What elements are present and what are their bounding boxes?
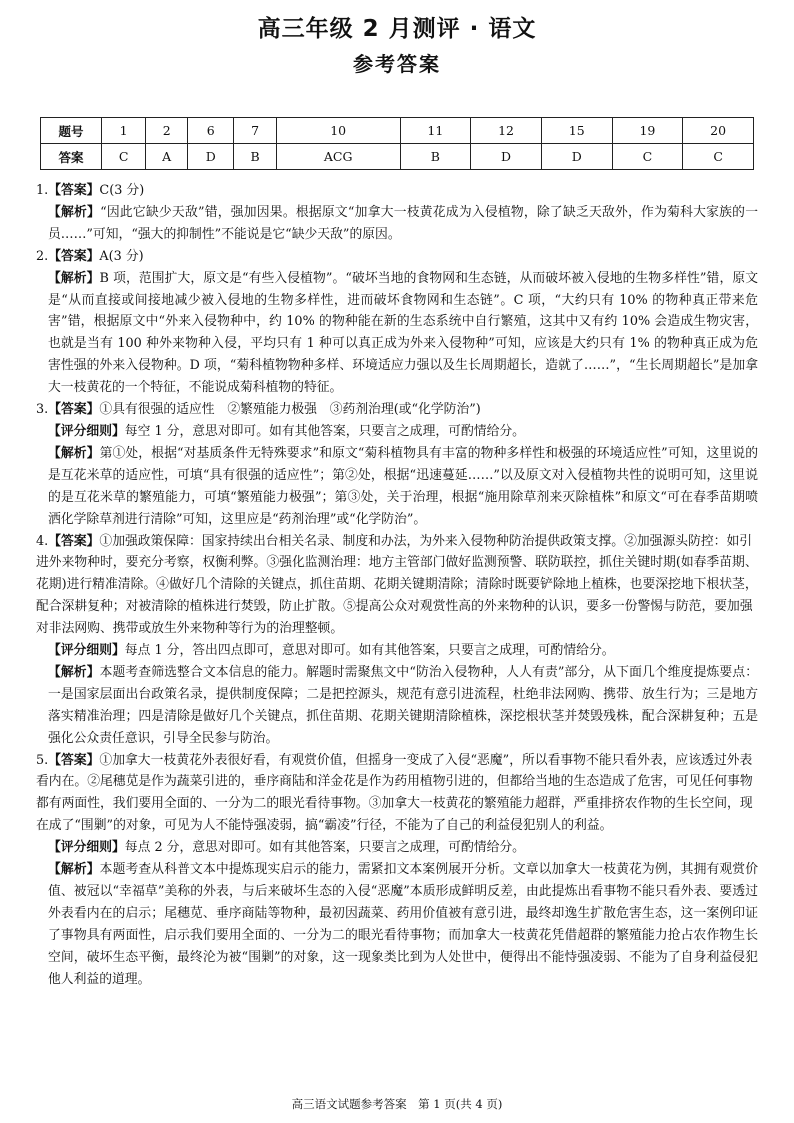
answer-table — [40, 117, 754, 170]
analysis-text: 本题考查筛选整合文本信息的能力。解题时需聚焦文中“防治入侵物种，人人有责”部分，从下面几个维度提炼要点：一是国家层面出台政策名录，提供制度保障；二是把控源头，规范有意引进流程，杜绝非法网购、携带、放生行为；三是地方落实精准治理；四是清除是做好几个关键点，抓住苗期、花期关键期清除植株，深挖根状茎并焚毁残株，配合深耕复种；五是强化公众责任意识，引导全民参与防治。 — [48, 664, 759, 746]
question-number: 6 — [188, 118, 234, 144]
analysis-paragraph — [36, 859, 758, 990]
analysis-tag: 【解析】 — [48, 664, 100, 680]
item-answer-line — [36, 531, 758, 641]
analysis-paragraph — [36, 202, 758, 246]
question-number: 19 — [612, 118, 683, 144]
answer-cell: D — [471, 144, 542, 170]
answer-cell: ACG — [276, 144, 400, 170]
scoring-text: 每点 2 分，意思对即可。如有其他答案，只要言之成理，可酌情给分。 — [124, 840, 525, 856]
answer-cell: D — [188, 144, 234, 170]
answer-item — [36, 399, 758, 530]
analysis-text: 第①处，根据“对基质条件无特殊要求”和原文“菊科植物具有丰富的物种多样性和极强的环境适应性”可知，这里说的是互花米草的适应性，可填“具有很强的适应性”；第②处，根据“迅速蔓延……”以及原文对入侵植物共性的说明可知，这里说的是互花米草的繁殖能力，可填“繁殖能力极强”；第③处，关于治理，根据“施用除草剂来灭除植株”和原文“可在春季苗期喷洒化学除草剂进行清除”可知，这里应是“药剂治理”或“化学防治”。 — [48, 445, 759, 527]
answer-text: ①加强政策保障：国家持续出台相关名录、制度和办法，为外来入侵物种防治提供政策支撑。②加强源头防控：如引进外来物种时，要充分考察，权衡利弊。③强化监测治理：地方主管部门做好监测预警、联防联控，抓住关键时期(如春季苗期、花期)进行精准清除。④做好几个清除的关键点，抓住苗期、花期关键期清除；清除时既要铲除地上植株，也要深挖地下根状茎，配合深耕复种；对被清除的植株进行焚毁，防止扩散。⑤提高公众对观赏性高的外来物种的认识，要多一份警惕与防范，要加强对非法网购、携带或放生外来物种等行为的治理整顿。 — [36, 533, 758, 637]
question-number: 12 — [471, 118, 542, 144]
analysis-paragraph — [36, 662, 758, 750]
answer-tag: 【答案】 — [48, 248, 100, 264]
scoring-text: 每空 1 分，意思对即可。如有其他答案，只要言之成理，可酌情给分。 — [124, 423, 525, 439]
scoring-paragraph — [36, 421, 758, 443]
analysis-tag: 【解析】 — [48, 204, 101, 220]
answer-tag: 【答案】 — [48, 402, 100, 418]
question-number: 11 — [400, 118, 471, 144]
analysis-paragraph — [36, 443, 758, 531]
page-footer: 高三语文试题参考答案 第 1 页(共 4 页) — [291, 1097, 503, 1111]
scoring-paragraph — [36, 640, 758, 662]
answer-text: ①加拿大一枝黄花外表很好看，有观赏价值，但摇身一变成了入侵“恶魔”，所以看事物不能只看外表，应该透过外表看内在。②尾穗苋是作为蔬菜引进的，垂序商陆和洋金花是作为药用植物引进的，但都给当地的生态造成了危害，可见任何事物都有两面性，我们要用全面的、一分为二的眼光看待事物。③加拿大一枝黄花的繁殖能力超群，严重排挤农作物的生长空间，现在成了“围剿”的对象，可见为人不能恃强凌弱，搞“霸凌”行径，不能为了自己的利益侵犯别人的利益。 — [36, 752, 753, 834]
page-title: 高三年级 2 月测评 · 语文 — [257, 16, 537, 42]
answer-row — [41, 144, 754, 170]
answer-explanations — [36, 180, 758, 991]
analysis-text: “因此它缺少天敌”错，强加因果。根据原文“加拿大一枝黄花成为入侵植物，除了缺乏天敌外，作为菊科大家族的一员……”可知，“强大的抑制性”不能说是它“缺少天敌”的原因。 — [48, 204, 758, 242]
scoring-paragraph — [36, 837, 758, 859]
analysis-tag: 【解析】 — [48, 445, 100, 461]
item-answer-line — [36, 180, 758, 202]
answer-tag: 【答案】 — [48, 183, 100, 198]
item-number: 3. — [36, 402, 49, 418]
analysis-text: 本题考查从科普文本中提炼现实启示的能力，需紧扣文本案例展开分析。文章以加拿大一枝黄花为例，其拥有观赏价值、被冠以“幸福草”美称的外表，与后来破坏生态的入侵“恶魔”本质形成鲜明反差，由此提炼出看事物不能只看外表、要透过外表看内在的启示；尾穗苋、垂序商陆等物种，最初因蔬菜、药用价值被有意引进，最终却逸生扩散危害生态，这一案例印证了事物具有两面性，启示我们要用全面的、一分为二的眼光看待事物；而加拿大一枝黄花凭借超群的繁殖能力抢占农作物生长空间，破坏生态平衡，最终沦为被“围剿”的对象，这一现象类比到为人处世中，便得出不能恃强凌弱、不能为了自身利益侵犯他人利益的道理。 — [48, 862, 759, 987]
analysis-paragraph — [36, 268, 758, 399]
answer-cell: C — [612, 144, 683, 170]
scoring-tag: 【评分细则】 — [48, 423, 125, 439]
answer-cell: C — [102, 144, 146, 170]
answer-text: ①具有很强的适应性 ②繁殖能力极强 ③药剂治理(或“化学防治”) — [99, 402, 481, 418]
question-number-row — [41, 118, 754, 144]
question-number: 15 — [541, 118, 612, 144]
answer-item — [36, 180, 758, 246]
item-number: 5. — [36, 752, 49, 768]
answer-tag: 【答案】 — [48, 533, 100, 549]
scoring-tag: 【评分细则】 — [48, 643, 125, 659]
scoring-tag: 【评分细则】 — [48, 840, 125, 856]
answer-text: C(3 分) — [99, 183, 145, 198]
question-number: 20 — [683, 118, 754, 144]
question-number: 1 — [102, 118, 146, 144]
question-number: 7 — [234, 118, 277, 144]
page-subtitle: 参考答案 — [353, 52, 441, 76]
analysis-tag: 【解析】 — [48, 270, 100, 286]
item-answer-line — [36, 750, 758, 838]
answer-cell: D — [541, 144, 612, 170]
question-number: 10 — [276, 118, 400, 144]
answer-cell: A — [146, 144, 188, 170]
analysis-tag: 【解析】 — [48, 862, 100, 878]
scoring-text: 每点 1 分，答出四点即可，意思对即可。如有其他答案，只要言之成理，可酌情给分。 — [124, 643, 615, 659]
answer-item — [36, 246, 758, 399]
item-answer-line — [36, 246, 758, 268]
answer-text: A(3 分) — [99, 248, 144, 264]
item-number: 1. — [36, 183, 49, 198]
row-label-question: 题号 — [41, 118, 102, 144]
answer-cell: B — [400, 144, 471, 170]
answer-cell: B — [234, 144, 277, 170]
answer-item — [36, 750, 758, 991]
item-answer-line — [36, 399, 758, 421]
answer-tag: 【答案】 — [48, 752, 100, 768]
answer-item — [36, 531, 758, 750]
analysis-text: B 项，范围扩大，原文是“有些入侵植物”。“破坏当地的食物网和生态链，从而破坏被入侵地的生物多样性”错，原文是“从而直接或间接地减少被入侵地的生物多样性，进而破坏食物网和生态链”。C 项，“大约只有 10% 的物种真正带来危害”错，根据原文中“外来入侵物种中，约 10% 的物种能在新的生态系统中自行繁殖，这其中又有约 10% 会造成生物灾害，也就是当有 100 种外来物种入侵，平均只有 1 种可以真正成为外来入侵物种”可知，应该是大约只有 1% 的物种真正成为危害性强的外来入侵物种。D 项，“菊科植物物种多样、环境适应力强以及生长周期超长，造就了……”，“生长周期超长”是加拿大一枝黄花的一个特征，不能说成菊科植物的特征。 — [48, 270, 759, 396]
question-number: 2 — [146, 118, 188, 144]
item-number: 4. — [36, 533, 49, 549]
row-label-answer: 答案 — [41, 144, 102, 170]
answer-cell: C — [683, 144, 754, 170]
item-number: 2. — [36, 248, 49, 264]
